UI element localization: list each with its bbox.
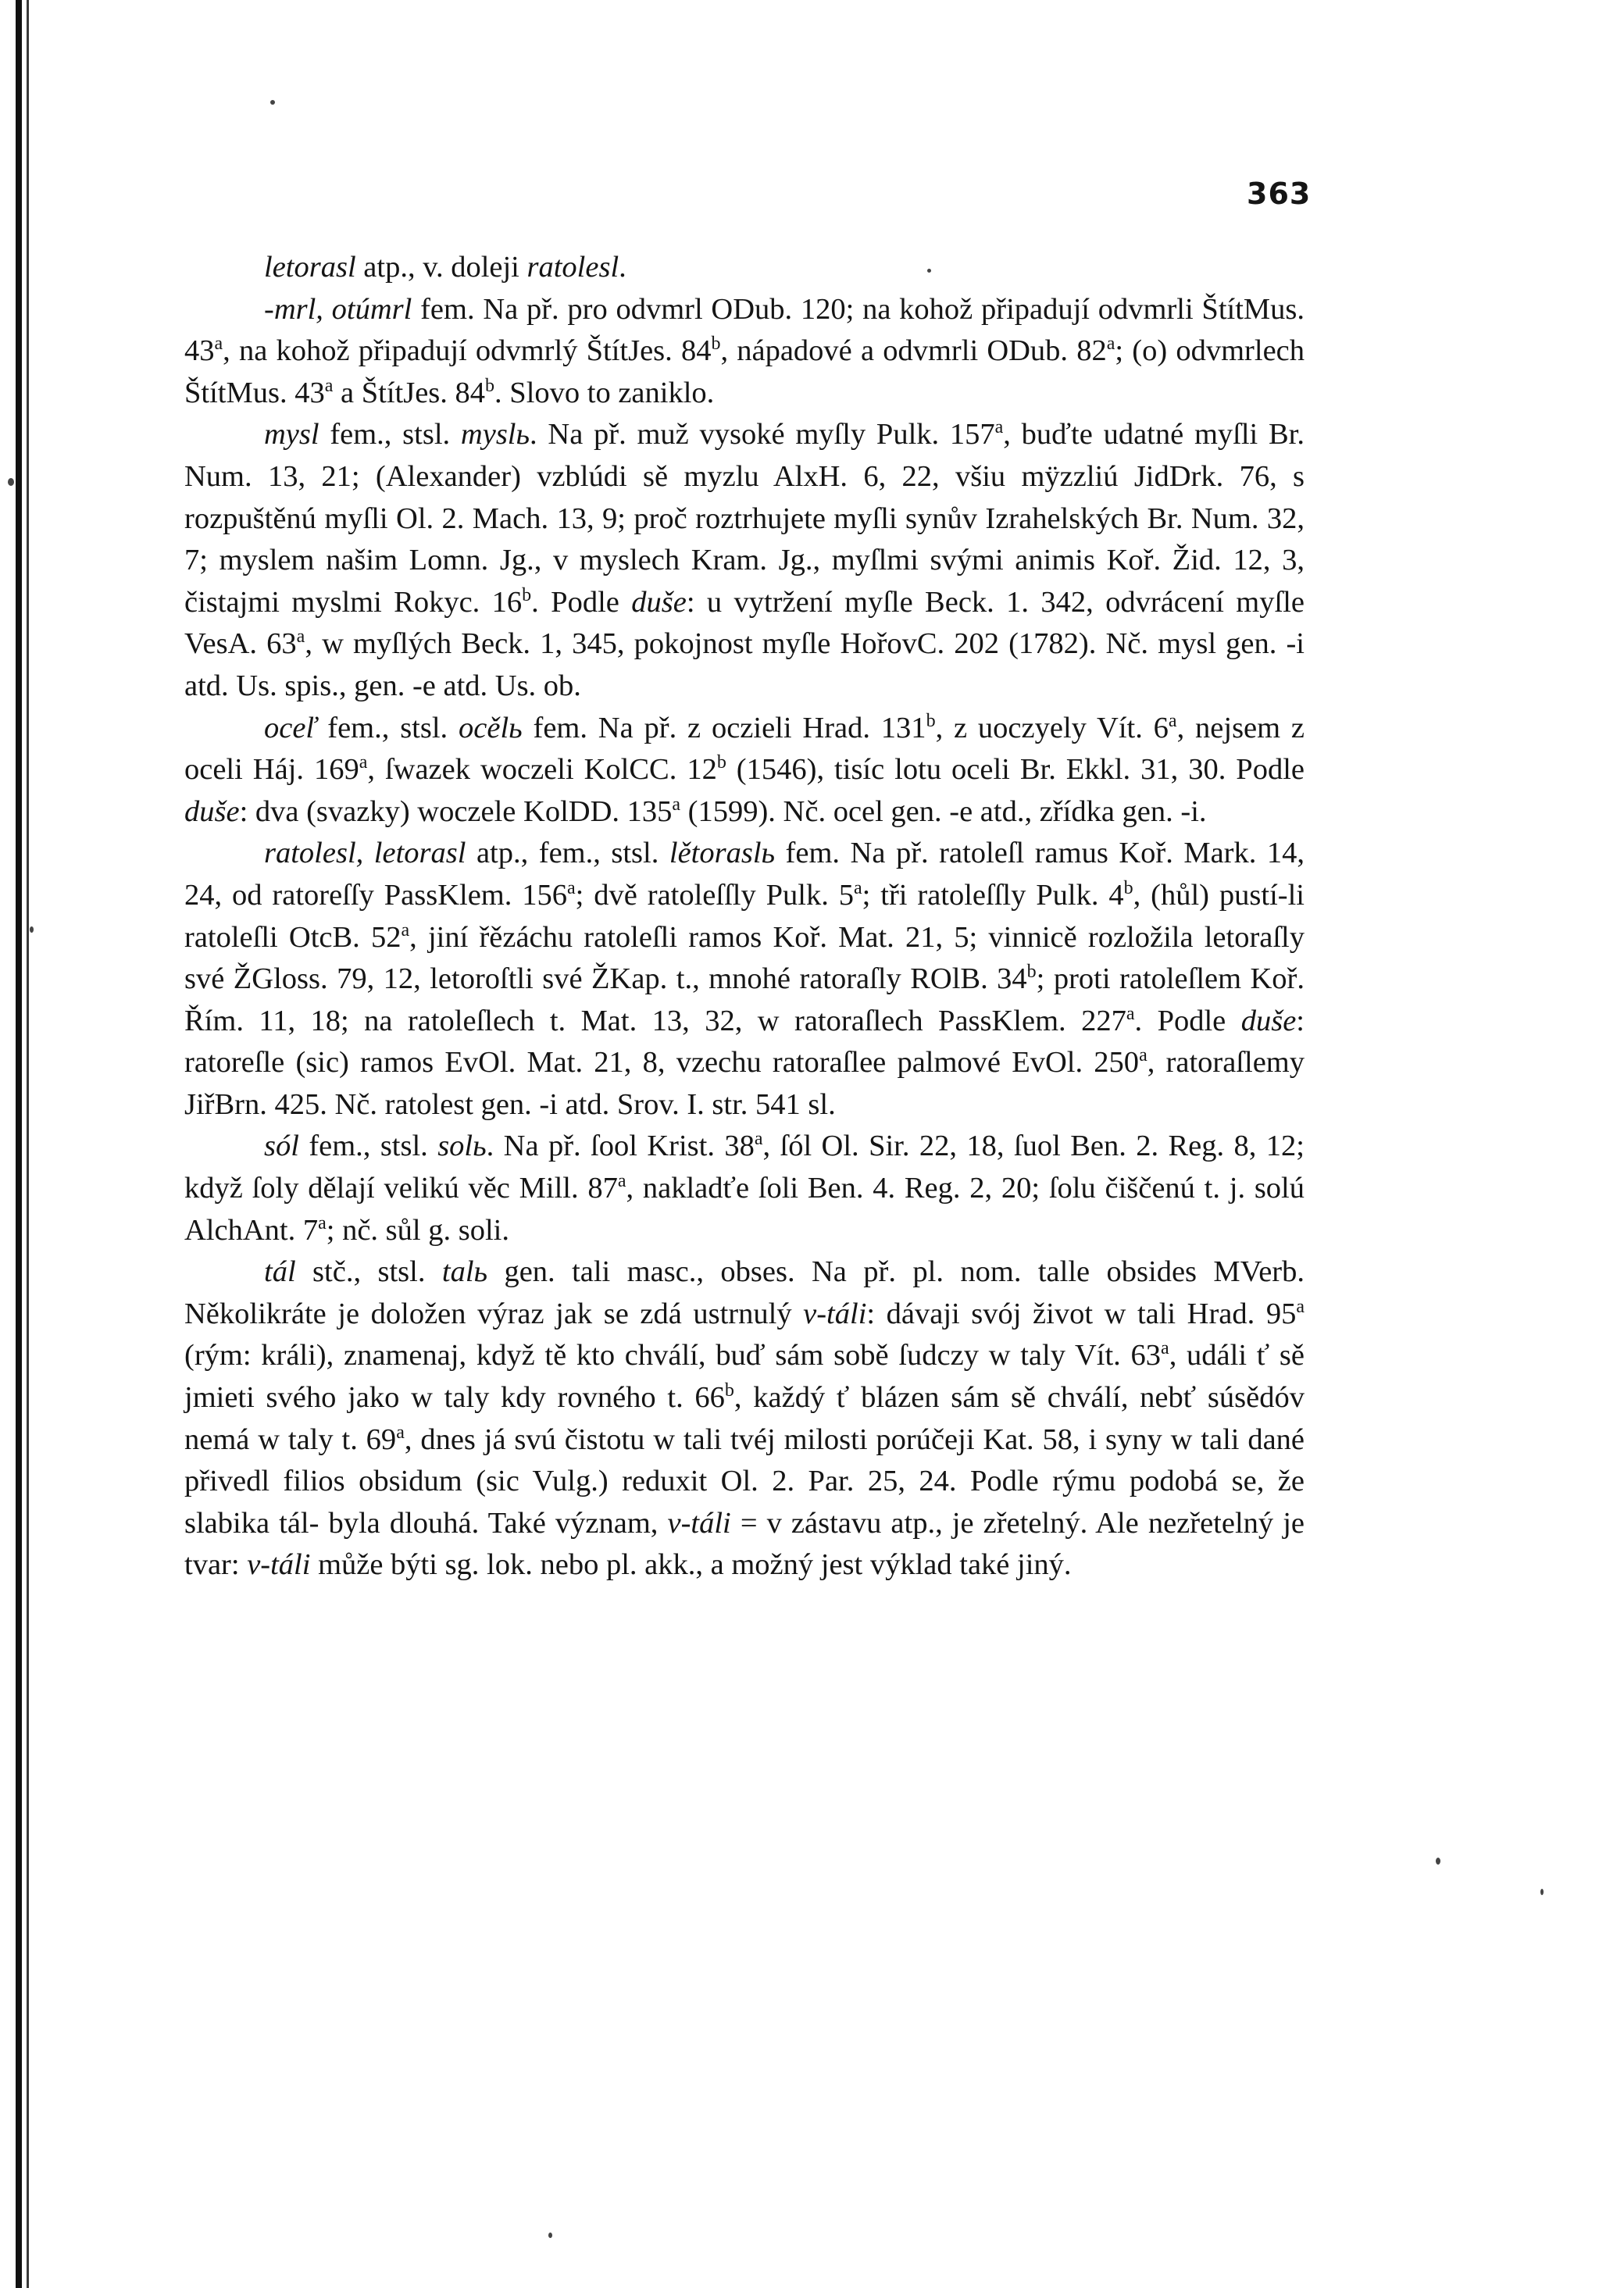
folio-superscript: b: [711, 334, 721, 355]
entry-text: (rým: králi), znamenaj, když tě kto chválí, buď sám sobě ſudczy w taly Vít. 63: [184, 1339, 1162, 1372]
italic-term: myslь: [460, 418, 530, 452]
entry-text: fem., stsl.: [319, 418, 461, 452]
entry-text: , nejsem z oceli Háj. 169: [184, 711, 1305, 787]
italic-term: ocělь: [459, 711, 523, 744]
entry-text: ; dvě ratoleſſly Pulk. 5: [575, 878, 855, 912]
italic-term: talь: [441, 1255, 488, 1289]
binding-line-inner: [27, 0, 29, 2288]
italic-term: solь: [437, 1130, 487, 1163]
entry-headword: mysl: [264, 418, 319, 452]
entry-text: . Na př. ſool Krist. 38: [486, 1130, 755, 1163]
italic-term: v-táli: [247, 1548, 311, 1582]
paper-speck: [30, 926, 34, 933]
binding-line: [16, 0, 22, 2288]
italic-term: duše: [631, 585, 687, 619]
entry-text: atp., v. doleji: [355, 251, 527, 284]
folio-superscript: a: [1126, 1003, 1135, 1024]
entry-headword: -mrl, otúmrl: [264, 292, 412, 326]
folio-superscript: a: [672, 794, 681, 815]
entry-text: : dva (svazky) woczele KolDD. 135: [239, 794, 673, 828]
folio-superscript: a: [296, 626, 305, 648]
entry-text: ; tři ratoleſſly Pulk. 4: [862, 878, 1124, 912]
folio-superscript: a: [401, 919, 410, 941]
dictionary-entry: [184, 1251, 1305, 1587]
dictionary-text: [184, 247, 1305, 1587]
entry-text: . Podle: [531, 585, 632, 619]
folio-superscript: b: [716, 752, 726, 773]
folio-superscript: a: [318, 1212, 327, 1233]
entry-text: ; proti ratoleſlem Koř. Řím. 11, 18; na ratoleſlech t. Mat. 13, 32, w ratoraſlech PassKlem. 227: [184, 962, 1305, 1037]
folio-superscript: a: [994, 417, 1004, 438]
entry-text: ; nč. sůl g. soli.: [326, 1213, 509, 1247]
entry-text: a ŠtítJes. 84: [333, 376, 486, 409]
folio-superscript: a: [1139, 1045, 1148, 1066]
entry-text: (1599). Nč. ocel gen. -e atd., zřídka gen. -i.: [680, 794, 1207, 828]
folio-superscript: b: [522, 584, 532, 605]
folio-superscript: a: [324, 375, 334, 396]
folio-superscript: b: [1026, 962, 1037, 983]
folio-superscript: a: [567, 877, 576, 898]
dictionary-entry: [184, 708, 1305, 833]
entry-text: fem. Na př. z oczieli Hrad. 131: [522, 711, 926, 744]
entry-text: : dávaji svój život w tali Hrad. 95: [866, 1297, 1297, 1330]
dictionary-entry: [184, 833, 1305, 1126]
entry-text: fem. Na př. ratoleſl ramus Koř. Mark. 14, 24, od ratoreſſy PassKlem. 156: [184, 837, 1305, 912]
entry-headword: oceľ: [264, 711, 317, 744]
entry-text: , nakladťe ſoli Ben. 4. Reg. 2, 20; ſolu čiščenú t. j. solú AlchAnt. 7: [184, 1172, 1305, 1247]
entry-text: stč., stsl.: [295, 1255, 442, 1289]
folio-superscript: b: [926, 710, 936, 731]
page-number: 363: [1247, 177, 1312, 211]
paper-speck: [548, 2233, 552, 2238]
entry-text: , w myſlých Beck. 1, 345, pokojnost myſle HořovC. 202 (1782). Nč. mysl gen. -i atd. Us. spis., gen. -e atd. Us. ob.: [184, 627, 1305, 702]
entry-text: , každý ť blázen sám sě chválí, nebť súsědóv nemá w taly t. 69: [184, 1381, 1305, 1456]
italic-term: duše: [1240, 1004, 1297, 1037]
dictionary-entry: [184, 247, 1305, 289]
entry-text: , ratoraſlemy JiřBrn. 425. Nč. ratolest gen. -i atd. Srov. I. str. 541 sl.: [184, 1046, 1305, 1121]
paper-speck: [8, 478, 14, 486]
entry-text: atp., fem., stsl.: [466, 837, 669, 870]
folio-superscript: a: [617, 1171, 626, 1192]
entry-text: . Podle: [1134, 1004, 1241, 1037]
entry-text: fem., stsl.: [298, 1130, 438, 1163]
folio-superscript: a: [754, 1129, 763, 1150]
folio-superscript: a: [854, 877, 862, 898]
folio-superscript: b: [724, 1380, 734, 1401]
entry-text: gen. tali masc., obses. Na př. pl. nom. talle obsides MVerb. Několikráte je doložen výraz jak se zdá ustrnulý: [184, 1255, 1305, 1330]
entry-text: : u vytržení myſle Beck. 1. 342, odvrácení myſle VesA. 63: [184, 585, 1305, 661]
italic-term: lětoraslь: [669, 837, 776, 870]
entry-text: , (hůl) pustí-li ratoleſli OtcB. 52: [184, 878, 1305, 954]
folio-superscript: a: [214, 334, 223, 355]
folio-superscript: a: [359, 752, 368, 773]
entry-text: fem., stsl.: [316, 711, 459, 744]
folio-superscript: a: [396, 1422, 405, 1443]
dictionary-entry: [184, 289, 1305, 415]
entry-text: , dnes já svú čistotu w tali tvéj milosti porúčeji Kat. 58, i syny w tali dané přivedl filios obsidum (sic Vulg.) reduxit Ol. 2. Par. 25, 24. Podle rýmu podobá se, že slabika tál- byla dlouhá. Také význam,: [184, 1422, 1305, 1540]
entry-text: fem. Na př. pro odvmrl ODub. 120; na kohož připadují odvmrli ŠtítMus. 43: [184, 292, 1305, 368]
entry-text: . Slovo to zaniklo.: [494, 376, 715, 409]
dictionary-entry: [184, 414, 1305, 707]
page-binding-edge: [0, 0, 41, 2288]
folio-superscript: b: [485, 375, 495, 396]
entry-headword: letorasl: [264, 251, 356, 284]
entry-text: , událi ť sě jmieti svého jako w taly kdy rovného t. 66: [184, 1339, 1305, 1415]
entry-text: : ratoreſle (sic) ramos EvOl. Mat. 21, 8, vzechu ratoraſlee palmové EvOl. 250: [184, 1004, 1305, 1080]
entry-text: , ſwazek woczeli KolCC. 12: [367, 753, 717, 787]
folio-superscript: a: [1168, 710, 1177, 731]
paper-speck: [1540, 1889, 1544, 1895]
entry-text: , jiní řězáchu ratoleſli ramos Koř. Mat. 21, 5; vinnicě rozložila letoraſly své ŽGloss. 79, 12, letoroſtli své ŽKap. t., mnohé ratoraſly ROlB. 34: [184, 920, 1305, 996]
entry-text: ; (o) odvmrlech ŠtítMus. 43: [184, 334, 1305, 409]
dictionary-entry: [184, 1126, 1305, 1251]
italic-term: duše: [184, 794, 240, 828]
entry-headword: ratolesl, letorasl: [264, 837, 466, 870]
paper-speck: [1436, 1858, 1440, 1865]
italic-term: ratolesl: [526, 251, 619, 284]
entry-text: může býti sg. lok. nebo pl. akk., a možný jest výklad také jiný.: [310, 1548, 1072, 1582]
entry-text: , z uoczyely Vít. 6: [935, 711, 1169, 744]
folio-superscript: b: [1123, 877, 1133, 898]
entry-text: (1546), tisíc lotu oceli Br. Ekkl. 31, 30. Podle: [726, 753, 1305, 787]
italic-term: v-táli: [667, 1506, 731, 1540]
entry-headword: tál: [264, 1255, 296, 1289]
entry-text: = v zástavu atp., je zřetelný. Ale nezřetelný je tvar:: [184, 1506, 1305, 1582]
entry-text: , ſól Ol. Sir. 22, 18, ſuol Ben. 2. Reg. 8, 12; když ſoly dělají velikú věc Mill. 87: [184, 1130, 1305, 1205]
folio-superscript: a: [1296, 1296, 1305, 1317]
paper-speck: [270, 100, 275, 105]
entry-text: , nápadové a odvmrli ODub. 82: [720, 334, 1107, 368]
entry-text: , buďte udatné myſli Br. Num. 13, 21; (Alexander) vzblúdi sě myzlu AlxH. 6, 22, všiu mÿzzliú JidDrk. 76, s rozpuštěnú myſli Ol. 2. Mach. 13, 9; proč roztrhujete myſli synův Izrahelských Br. Num. 32, 7; myslem našim Lomn. Jg., v myslech Kram. Jg., myſlmi svými animis Koř. Žid. 12, 3, čistajmi myslmi Rokyc. 16: [184, 418, 1305, 619]
entry-text: . Na př. muž vysoké myſly Pulk. 157: [530, 418, 995, 452]
folio-superscript: a: [1106, 334, 1115, 355]
folio-superscript: a: [1161, 1338, 1169, 1359]
italic-term: v-táli: [803, 1297, 867, 1330]
entry-text: .: [619, 251, 626, 284]
entry-text: , na kohož připadují odvmrlý ŠtítJes. 84: [223, 334, 712, 368]
entry-headword: sól: [264, 1130, 299, 1163]
